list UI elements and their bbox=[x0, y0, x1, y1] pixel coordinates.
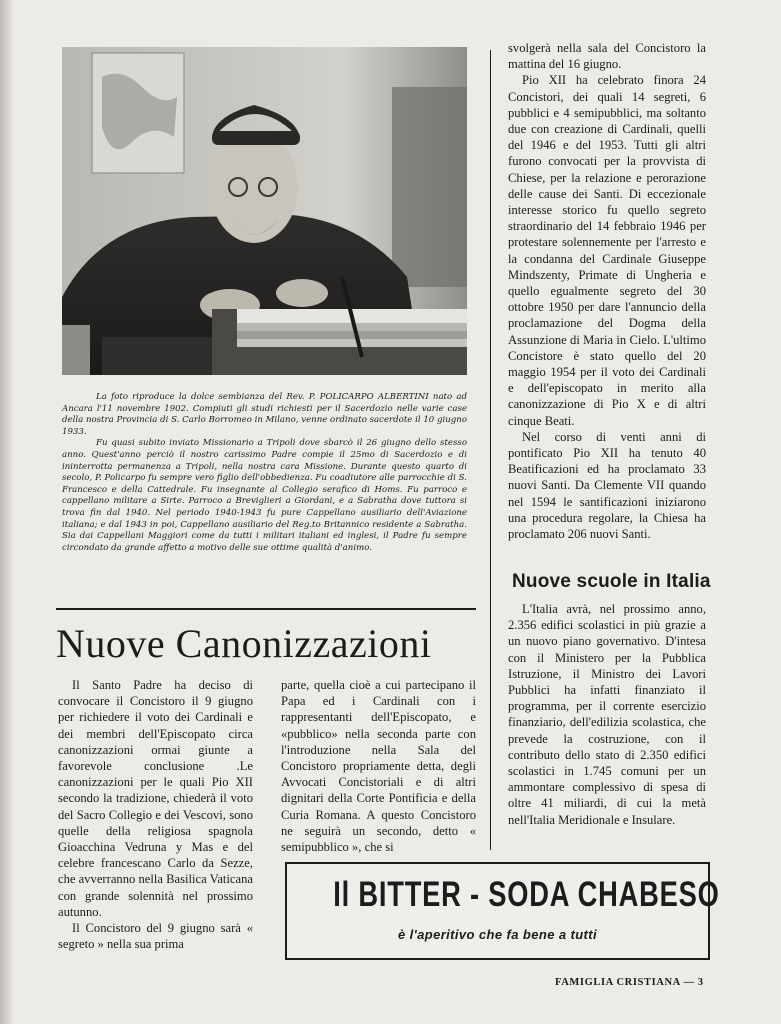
article-paragraph: Pio XII ha celebrato finora 24 Concistori, dei quali 14 segreti, 6 pubblici e 4 semipubblici, ma soltanto due con creazione di Cardinali, quelli del 1946 e del 1953. Tutti gli altri furono convocati per la provvista di Chiese, per la relazione e perorazione delle cause dei Santi. Di eccezionale interesse storico fu quello segreto straordinario del 14 febbraio 1946 per protestare solennemente per l'arresto e la condanna del Cardinale Giuseppe Mindszenty, Primate di Ungheria e quello egualmente segreto del 30 ottobre 1950 per dare l'annuncio della proclamazione del Dogma della Assunzione di Maria in Cielo. L'ultimo Concistore è stato quello del 20 maggio 1954 per il voto dei Cardinali e dell'episcopato in merito alla canonizzazione di Pio X e di altri cinque Beati. bbox=[508, 73, 706, 428]
article-paragraph: Il Santo Padre ha deciso di convocare il Concistoro il 9 giugno per richiedere il voto dei Cardinali e dei membri dell'Episcopato circa canonizzazioni ormai giunte a favorevole conclusione .Le canonizzazioni per le quali Pio XII secondo la tradizione, chiederà il voto del Sacro Collegio e dei Vescovi, sono quelle della religiosa spagnola Gioacchina Vedruna y Mas e del celebre francescano Carlo da Sezze, che avverranno nella Basilica Vaticana con grande solennità nel prossimo autunno. bbox=[58, 678, 253, 919]
article-column-middle bbox=[281, 677, 476, 855]
article-column-left bbox=[58, 677, 253, 952]
article-paragraph: Il Concistoro del 9 giugno sarà « segreto » nella sua prima bbox=[58, 921, 253, 952]
section-title-scuole: Nuove scuole in Italia bbox=[512, 571, 711, 592]
article-headline: Nuove Canonizzazioni bbox=[56, 621, 432, 666]
article-paragraph: svolgerà nella sala del Concistoro la mattina del 16 giugno. bbox=[508, 41, 706, 72]
caption-divider bbox=[56, 608, 476, 610]
article-paragraph: parte, quella cioè a cui partecipano il Papa ed i Cardinali con i rappresentanti dell'Episcopato, e «pubblico» nella seconda parte con l'introduzione nella Sala del Concistoro propriamente detta, degli Avvocati Concistoriali e di altri dignitari della Corte Pontificia e della Curia Romana. A questo Concistoro ne seguirà un secondo, detto « semipubblico », che si bbox=[281, 678, 476, 855]
ad-tagline: è l'aperitivo che fa bene a tutti bbox=[397, 927, 598, 942]
advertisement-box bbox=[285, 862, 720, 960]
caption-paragraph: La foto riproduce la dolce sembianza del Rev. P. POLICARPO ALBERTINI nato ad Ancara l'11 novembre 1902. Compiuti gli studi richiesti per il Sacerdozio nelle varie case della nostra Provincia di S. Carlo Borromeo in Milano, venne ordinato sacerdote il 10 giugno 1933. bbox=[62, 392, 467, 437]
portrait-photo bbox=[62, 47, 467, 375]
photo-illustration bbox=[62, 47, 467, 375]
column-divider bbox=[490, 50, 491, 850]
section-body-scuole bbox=[508, 601, 706, 828]
article-column-right bbox=[508, 40, 706, 542]
article-paragraph: L'Italia avrà, nel prossimo anno, 2.356 edifici scolastici in più grazie a un nuovo piano governativo. D'intesa con il Ministero per la Pubblica Istruzione, il Ministro dei Lavori Pubblici ha infatti finanziato il programma, per il corrente esercizio finanziario, dell'edilizia scolastica, che prevede la costruzione, con il contributo dello stato di 2.350 edifici scolastici in 1.745 comuni per un ammontare complessivo di spesa di oltre 41 miliardi, di cui la metà nell'Italia Meridionale e Insulare. bbox=[508, 602, 706, 827]
ad-title: Il BITTER - SODA CHABESO bbox=[333, 875, 720, 914]
caption-paragraph: Fu quasi subito inviato Missionario a Tripoli dove sbarcò il 26 giugno dello stesso anno. Quest'anno perciò il nostro carissimo Padre compie il 25mo di Sacerdozio e di ininterrotta permanenza a Tripoli, nella nostra cara Missione. Durante questo quarto di secolo, P. Policarpo fu sempre vero figlio dell'obbedienza. Fu coadiutore alle parrocchie di S. Francesco e della Cattedrale. Fu insegnante al Collegio serafico di Homs. Fu parroco e cappellano militare a Sirte. Parroco a Breviglieri a Giordani, e a Sabratha dove tuttora si trova fin dal 1940. Nel periodo 1940-1943 fu pure Cappellano ausiliario dell'Aviazione italiana; e dal 1943 in poi, Cappellano ausiliario del Reg.to Britannico residente a Sabratha. Sia dai Cappellani Maggiori come da tutti i militari italiani ed inglesi, il Padre fu sempre circondato da grande affetto a motivo delle sue ottime qualità d'animo. bbox=[62, 438, 467, 553]
page-edge-shadow bbox=[0, 0, 12, 1024]
page-footer: FAMIGLIA CRISTIANA — 3 bbox=[555, 977, 704, 988]
article-paragraph: Nel corso di venti anni di pontificato Pio XII ha tenuto 40 Beatificazioni ed ha proclamato 33 nuovi Santi. Da Clemente VII quando nel 1594 le santificazioni iniziarono una procedura regolare, la Chiesa ha proclamato 206 nuovi Santi. bbox=[508, 429, 706, 542]
photo-caption bbox=[62, 392, 467, 554]
